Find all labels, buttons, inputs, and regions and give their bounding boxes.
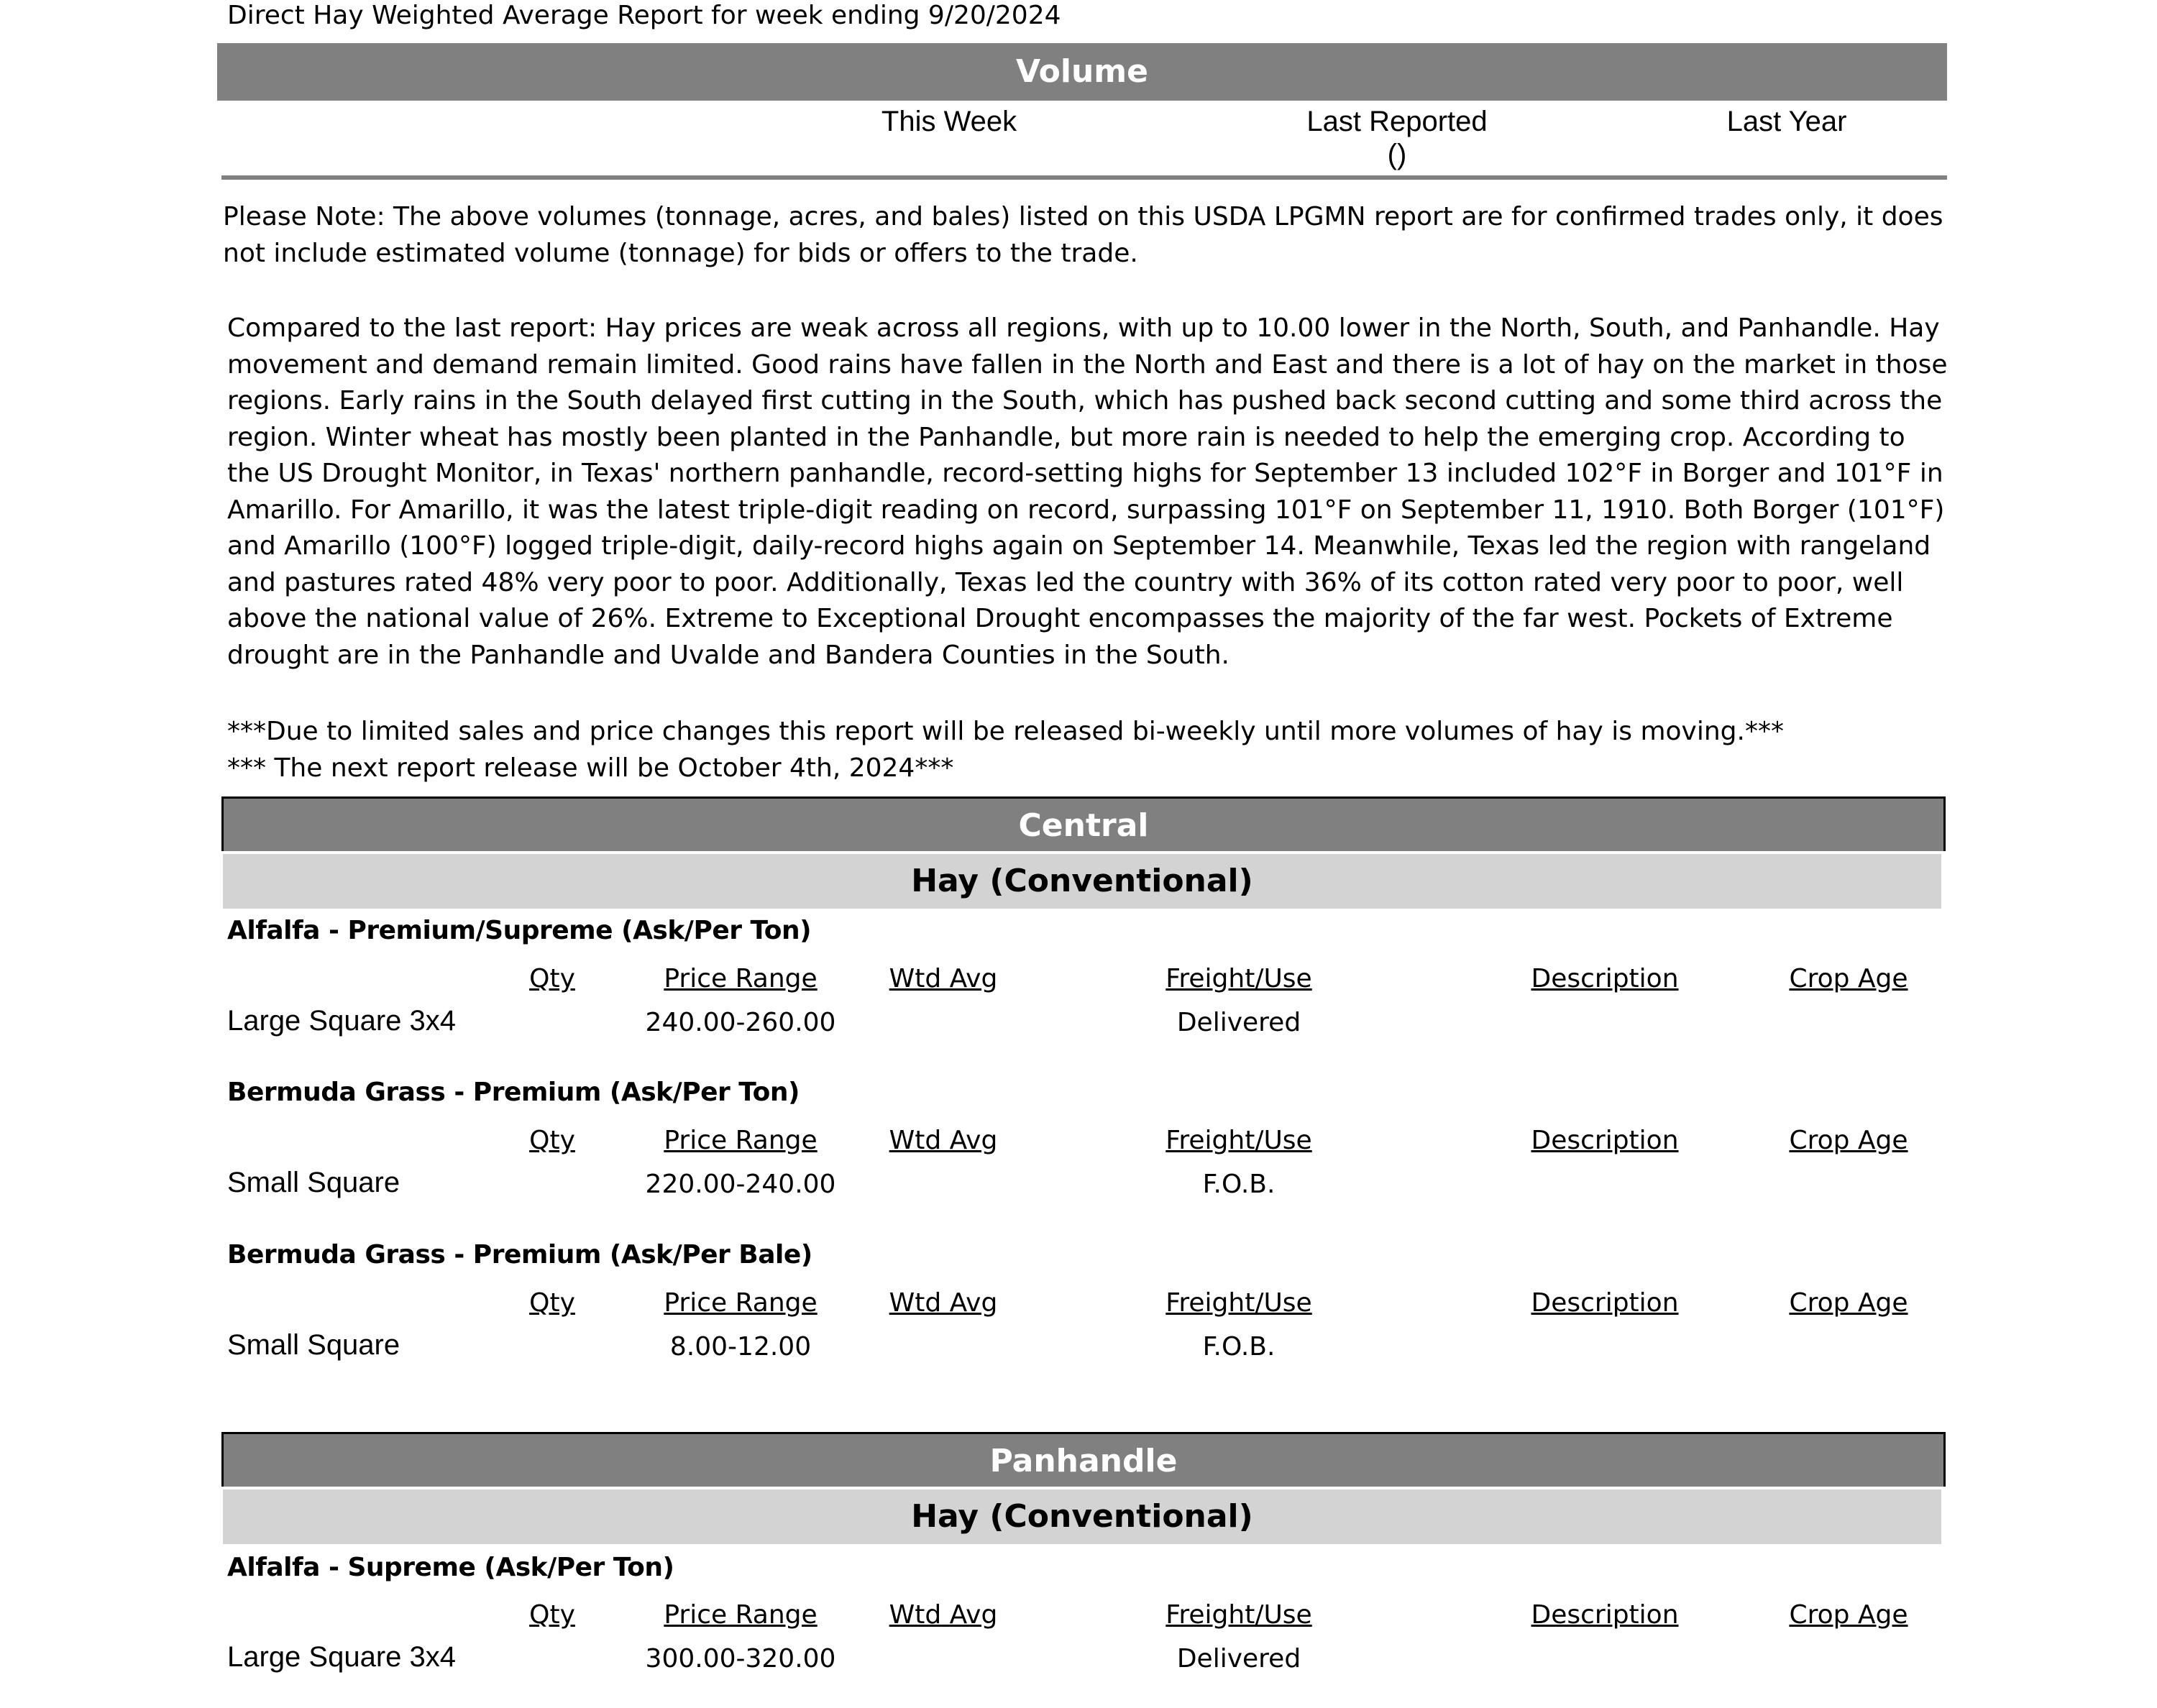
row-product-name: Small Square — [227, 1167, 400, 1198]
col-header-wtd-avg: Wtd Avg — [889, 1288, 998, 1318]
col-header-description: Description — [1531, 1288, 1679, 1318]
col-header-description: Description — [1531, 1600, 1679, 1630]
row-freight-use: F.O.B. — [1202, 1332, 1276, 1362]
market-comparison-paragraph: Compared to the last report: Hay prices are weak across all regions, with up to 10.00 lower in the North, South, and Panhandle. Hay movement and demand remain limited. Good rains have fallen in the North and East and there is a lot of hay on the market in those regions. Early rains in the South delayed first cutting in the South, which has pushed back second cutting and some third across the region. Winter wheat has mostly been planted in the Panhandle, but more rain is needed to help the emerging crop. According to the US Drought Monitor, in Texas' northern panhandle, record-setting highs for September 13 included 102°F in Borger and 101°F in Amarillo. For Amarillo, it was the latest triple-digit reading on record, surpassing 101°F on September 11, 1910. Both Borger (101°F) and Amarillo (100°F) logged triple-digit, daily-record highs again on September 14. Meanwhile, Texas led the region with rangeland and pastures rated 48% very poor to poor. Additionally, Texas led the country with 36% of its cotton rated very poor to poor, well above the national value of 26%. Extreme to Exceptional Drought encompasses the majority of the far west. Pockets of Extreme drought are in the Panhandle and Uvalde and Bandera Counties in the South. — [227, 313, 1948, 670]
please-note-paragraph: Please Note: The above volumes (tonnage, acres, and bales) listed on this USDA LPGMN report are for confirmed trades only, it does not include estimated volume (tonnage) for bids or offers to the trade. — [223, 202, 1943, 268]
last-reported-text: Last Reported — [1306, 106, 1488, 137]
row-price-range: 220.00-240.00 — [645, 1170, 836, 1199]
col-header-crop-age: Crop Age — [1789, 1288, 1908, 1318]
release-note-1: ***Due to limited sales and price changes this report will be released bi-weekly until more volumes of hay is moving.*** — [227, 717, 1784, 746]
col-header-freight-use: Freight/Use — [1165, 964, 1312, 993]
col-header-wtd-avg: Wtd Avg — [889, 964, 998, 993]
row-product-name: Large Square 3x4 — [227, 1641, 457, 1673]
col-header-price-range: Price Range — [664, 1126, 818, 1155]
col-header-crop-age: Crop Age — [1789, 1600, 1908, 1630]
volume-this-week-label: This Week — [881, 106, 1017, 137]
col-header-freight-use: Freight/Use — [1165, 1288, 1312, 1318]
group-title: Alfalfa - Supreme (Ask/Per Ton) — [227, 1553, 674, 1582]
volume-last-year-label: Last Year — [1726, 106, 1847, 137]
col-header-price-range: Price Range — [664, 964, 818, 993]
col-header-qty: Qty — [529, 1288, 575, 1318]
row-freight-use: F.O.B. — [1202, 1170, 1276, 1199]
row-price-range: 240.00-260.00 — [645, 1008, 836, 1037]
col-header-freight-use: Freight/Use — [1165, 1126, 1312, 1155]
group-title: Bermuda Grass - Premium (Ask/Per Bale) — [227, 1240, 812, 1269]
col-header-qty: Qty — [529, 964, 575, 993]
volume-divider — [221, 175, 1947, 180]
row-freight-use: Delivered — [1176, 1008, 1301, 1037]
col-header-description: Description — [1531, 964, 1679, 993]
row-product-name: Small Square — [227, 1329, 400, 1361]
release-note-2: *** The next report release will be October 4th, 2024*** — [227, 753, 954, 783]
col-header-qty: Qty — [529, 1600, 575, 1630]
release-notes — [227, 714, 1953, 786]
group-title: Bermuda Grass - Premium (Ask/Per Ton) — [227, 1078, 800, 1107]
col-header-wtd-avg: Wtd Avg — [889, 1126, 998, 1155]
col-header-crop-age: Crop Age — [1789, 1126, 1908, 1155]
col-header-wtd-avg: Wtd Avg — [889, 1600, 998, 1630]
report-title: Direct Hay Weighted Average Report for week ending 9/20/2024 — [227, 1, 1061, 30]
volume-header: Volume — [217, 43, 1947, 101]
row-price-range: 8.00-12.00 — [669, 1332, 812, 1362]
region-header-panhandle: Panhandle — [221, 1432, 1946, 1487]
row-price-range: 300.00-320.00 — [645, 1644, 836, 1673]
volume-last-reported-label — [1253, 105, 1541, 171]
last-reported-sub: () — [1387, 139, 1407, 170]
col-header-description: Description — [1531, 1126, 1679, 1155]
row-product-name: Large Square 3x4 — [227, 1005, 457, 1037]
region-header-central: Central — [221, 796, 1946, 851]
row-freight-use: Delivered — [1176, 1644, 1301, 1673]
col-header-price-range: Price Range — [664, 1600, 818, 1630]
category-header-panhandle: Hay (Conventional) — [223, 1489, 1941, 1544]
col-header-qty: Qty — [529, 1126, 575, 1155]
col-header-crop-age: Crop Age — [1789, 964, 1908, 993]
category-header-central: Hay (Conventional) — [223, 854, 1941, 909]
group-title: Alfalfa - Premium/Supreme (Ask/Per Ton) — [227, 916, 812, 945]
col-header-price-range: Price Range — [664, 1288, 818, 1318]
col-header-freight-use: Freight/Use — [1165, 1600, 1312, 1630]
